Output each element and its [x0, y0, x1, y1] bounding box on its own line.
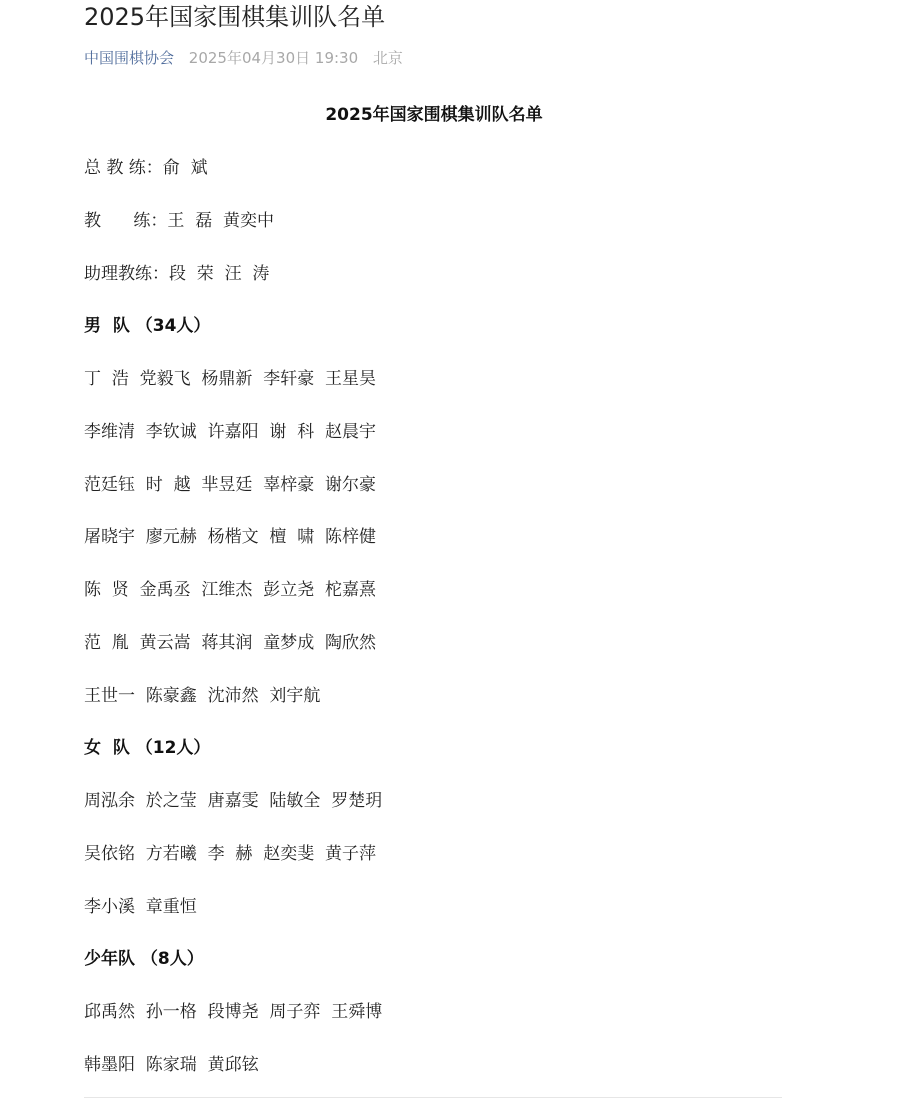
- men-team-row: 范 胤 黄云嵩 蒋其润 童梦成 陶欣然: [84, 633, 377, 653]
- men-team-row: 陈 贤 金禹丞 江维杰 彭立尧 柁嘉熹: [84, 580, 377, 600]
- women-team-row: 周泓余 於之莹 唐嘉雯 陆敏全 罗楚玥: [84, 791, 383, 811]
- men-team-row: 丁 浩 党毅飞 杨鼎新 李轩豪 王星昊: [84, 369, 377, 389]
- men-team-row: 屠晓宇 廖元赫 杨楷文 檀 啸 陈梓健: [84, 527, 377, 547]
- publish-location: 北京: [372, 49, 403, 67]
- assistant-coaches-line: 助理教练：段 荣 汪 涛: [84, 264, 270, 284]
- bottom-divider: [84, 1097, 782, 1098]
- women-team-row: 李小溪 章重恒: [84, 897, 197, 917]
- women-team-heading: 女 队 （12人）: [84, 738, 211, 758]
- source-link[interactable]: 中国围棋协会: [84, 49, 175, 67]
- men-team-row: 王世一 陈豪鑫 沈沛然 刘宇航: [84, 686, 321, 706]
- publish-time: 2025年04月30日 19:30: [188, 49, 359, 67]
- women-team-row: 吴依铭 方若曦 李 赫 赵奕斐 黄子萍: [84, 844, 377, 864]
- men-team-row: 范廷钰 时 越 芈昱廷 辜梓豪 谢尔豪: [84, 475, 377, 495]
- coaches-line: 教 练：王 磊 黄奕中: [84, 211, 275, 231]
- youth-team-row: 韩墨阳 陈家瑞 黄邱铉: [84, 1055, 259, 1075]
- men-team-row: 李维清 李钦诚 许嘉阳 谢 科 赵晨宇: [84, 422, 377, 442]
- youth-team-row: 邱禹然 孙一格 段博尧 周子弈 王舜博: [84, 1002, 383, 1022]
- men-team-heading: 男 队 （34人）: [84, 316, 211, 336]
- article-meta: [84, 47, 403, 69]
- head-coach-line: 总 教 练：俞 斌: [84, 158, 208, 178]
- content-heading: 2025年国家围棋集训队名单: [325, 105, 543, 125]
- article-title: 2025年国家围棋集训队名单: [84, 3, 386, 31]
- youth-team-heading: 少年队 （8人）: [84, 949, 204, 969]
